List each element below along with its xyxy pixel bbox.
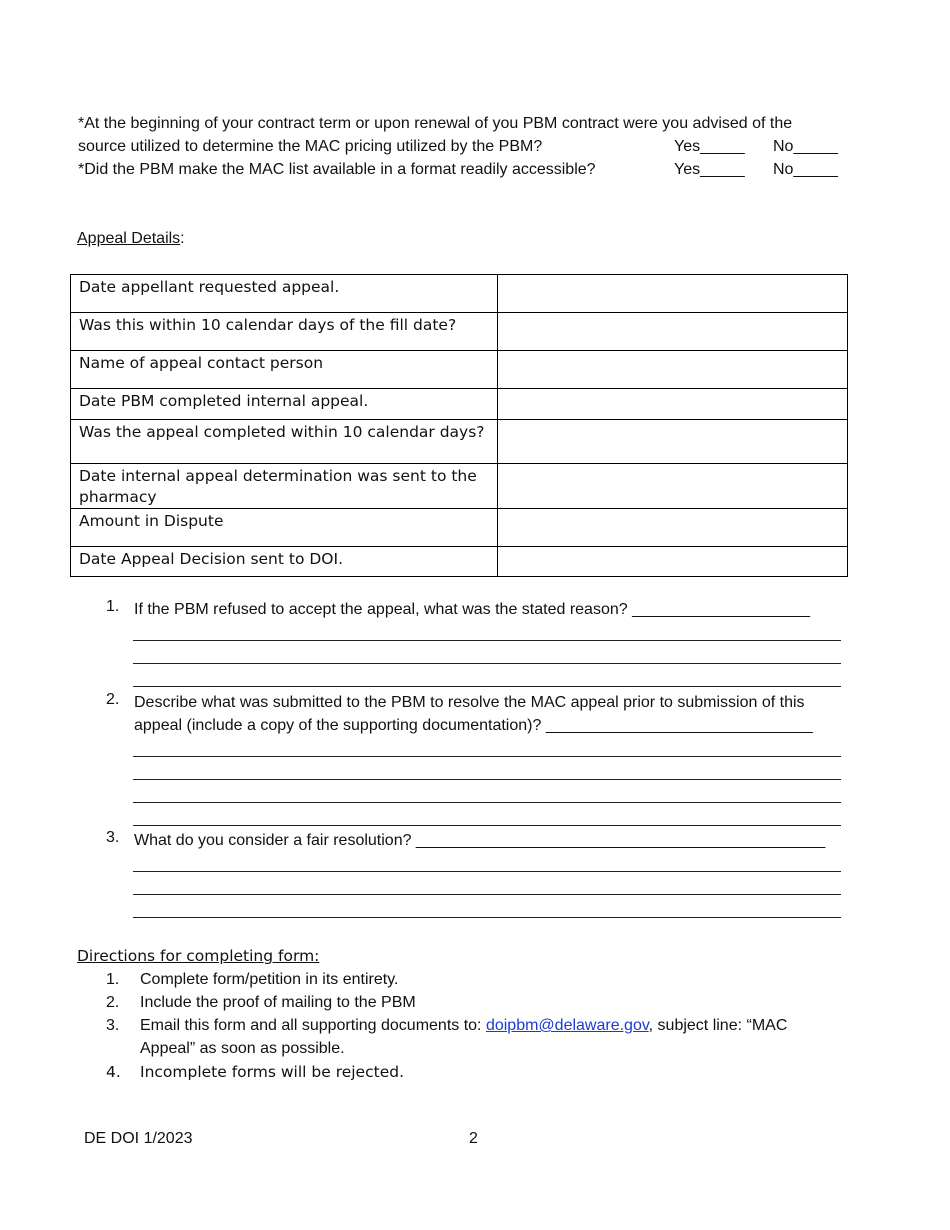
intro-question-1-no[interactable]: No_____ xyxy=(773,138,838,155)
intro-question-2: *Did the PBM make the MAC list available in a format readily accessible? xyxy=(78,161,596,178)
direction-item-2 xyxy=(106,991,416,1014)
intro-question-1-line-2: source utilized to determine the MAC pricing utilized by the PBM? xyxy=(78,138,543,155)
email-link[interactable]: doipbm@delaware.gov xyxy=(485,1017,649,1034)
appeal-details-heading xyxy=(77,228,185,250)
row-label: Date internal appeal determination was sent to the pharmacy xyxy=(71,464,498,509)
table-row xyxy=(71,313,848,351)
answer-line[interactable] xyxy=(133,871,841,872)
direction-number: 3. xyxy=(106,1017,120,1034)
intro-question-2-yes[interactable]: Yes_____ xyxy=(674,161,745,178)
row-value-field[interactable] xyxy=(498,509,848,547)
row-label: Amount in Dispute xyxy=(71,509,498,547)
direction-text: Email this form and all supporting documents to: xyxy=(140,1017,486,1034)
direction-number: 2. xyxy=(106,994,120,1011)
answer-line[interactable] xyxy=(133,756,841,757)
row-label: Was the appeal completed within 10 calendar days? xyxy=(71,420,498,464)
direction-text-after: , subject line: “MAC xyxy=(648,1017,788,1034)
question-text-continued: appeal (include a copy of the supporting documentation)? ______________________________ xyxy=(134,717,813,734)
answer-line[interactable] xyxy=(133,686,841,687)
table-row xyxy=(71,464,848,509)
question-number: 3. xyxy=(106,829,120,846)
appeal-details-table xyxy=(70,274,848,577)
page-number: 2 xyxy=(469,1130,478,1147)
question-text: What do you consider a fair resolution? ______________________________________________ xyxy=(134,832,826,849)
direction-item-4 xyxy=(106,1061,404,1084)
question-text: Describe what was submitted to the PBM to resolve the MAC appeal prior to submission of this xyxy=(134,694,805,711)
row-value-field[interactable] xyxy=(498,313,848,351)
answer-line[interactable] xyxy=(133,779,841,780)
table-row xyxy=(71,351,848,389)
table-row xyxy=(71,420,848,464)
direction-text: Complete form/petition in its entirety. xyxy=(140,971,399,988)
answer-line[interactable] xyxy=(133,640,841,641)
row-label: Name of appeal contact person xyxy=(71,351,498,389)
direction-item-3 xyxy=(106,1014,787,1037)
intro-question-1-yes[interactable]: Yes_____ xyxy=(674,138,745,155)
row-value-field[interactable] xyxy=(498,275,848,313)
appeal-details-heading-text: Appeal Details xyxy=(77,230,181,247)
answer-line[interactable] xyxy=(133,802,841,803)
direction-text: Incomplete forms will be rejected. xyxy=(140,1063,404,1081)
row-value-field[interactable] xyxy=(498,420,848,464)
table-row xyxy=(71,509,848,547)
direction-item-1 xyxy=(106,968,398,991)
table-row xyxy=(71,389,848,420)
direction-item-3-continued: Appeal” as soon as possible. xyxy=(140,1040,345,1057)
row-value-field[interactable] xyxy=(498,464,848,509)
appeal-details-heading-colon: : xyxy=(180,230,185,247)
intro-question-2-no[interactable]: No_____ xyxy=(773,161,838,178)
direction-text: Include the proof of mailing to the PBM xyxy=(140,994,416,1011)
row-value-field[interactable] xyxy=(498,547,848,577)
direction-number: 1. xyxy=(106,971,120,988)
question-number: 1. xyxy=(106,598,120,615)
answer-line[interactable] xyxy=(133,894,841,895)
directions-heading: Directions for completing form: xyxy=(77,947,320,965)
question-number: 2. xyxy=(106,691,120,708)
answer-line[interactable] xyxy=(133,663,841,664)
answer-line[interactable] xyxy=(133,825,841,826)
table-row xyxy=(71,547,848,577)
answer-line[interactable] xyxy=(133,917,841,918)
question-text: If the PBM refused to accept the appeal, what was the stated reason? ____________________ xyxy=(134,601,811,618)
table-row xyxy=(71,275,848,313)
direction-number: 4. xyxy=(106,1063,121,1081)
row-label: Was this within 10 calendar days of the fill date? xyxy=(71,313,498,351)
row-label: Date appellant requested appeal. xyxy=(71,275,498,313)
intro-question-1-line-1: *At the beginning of your contract term or upon renewal of you PBM contract were you advised of the xyxy=(78,115,793,132)
row-value-field[interactable] xyxy=(498,389,848,420)
row-value-field[interactable] xyxy=(498,351,848,389)
row-label: Date Appeal Decision sent to DOI. xyxy=(71,547,498,577)
row-label: Date PBM completed internal appeal. xyxy=(71,389,498,420)
footer-form-id: DE DOI 1/2023 xyxy=(84,1130,193,1147)
